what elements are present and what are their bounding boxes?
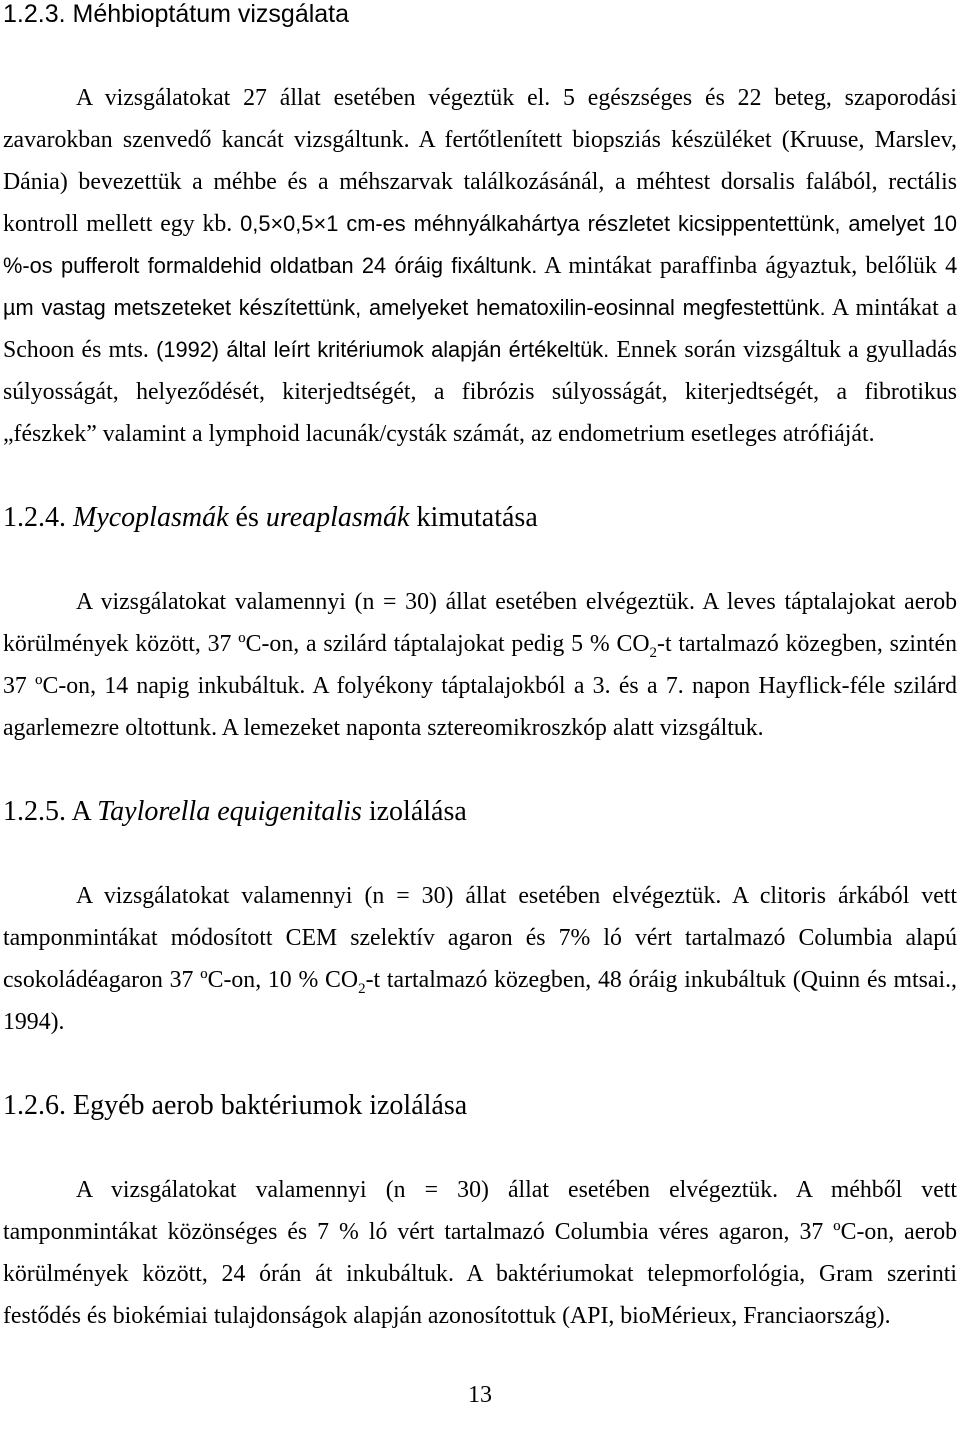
text-line	[3, 623, 957, 665]
text-segment: csokoládéagaron 37 ºC-on, 10 % CO	[3, 967, 359, 993]
text-segment: festődés és biokémiai tulajdonságok alapján azonosítottuk (API, bioMérieux, Franciaország).	[3, 1303, 891, 1329]
text-line	[3, 245, 957, 287]
section-heading	[3, 791, 957, 833]
text-line	[3, 707, 957, 749]
heading-text: 1.2.3. Méhbioptátum vizsgálata	[3, 0, 350, 28]
text-line	[3, 161, 957, 203]
line-text	[3, 337, 957, 363]
text-line	[3, 665, 957, 707]
heading-text: 1.2.4.	[3, 502, 73, 533]
line-text	[3, 673, 957, 699]
line-text	[3, 631, 957, 661]
line-text	[3, 253, 957, 279]
line-text	[3, 169, 957, 195]
text-line	[3, 917, 957, 959]
page-number: 13	[468, 1382, 492, 1408]
text-line	[3, 119, 957, 161]
text-line	[3, 287, 957, 329]
section-heading	[3, 497, 957, 539]
text-segment: A vizsgálatokat valamennyi (n = 30) állat esetében elvégeztük. A clitoris árkából vett	[76, 883, 957, 909]
heading-text: izolálása	[361, 796, 467, 827]
text-line	[3, 875, 957, 917]
line-text	[3, 1009, 64, 1035]
text-line	[3, 581, 957, 623]
line-text	[3, 1303, 891, 1329]
line-text	[3, 295, 957, 321]
line-text	[3, 715, 764, 741]
text-line	[3, 1169, 957, 1211]
paragraph	[3, 875, 957, 1043]
page-body	[3, 0, 957, 1379]
paragraph	[3, 581, 957, 749]
text-segment: -t tartalmazó közegben, 48 óráig inkubáltuk (Quinn és mtsai.,	[365, 967, 957, 993]
text-segment: 1994).	[3, 1009, 65, 1035]
line-text	[76, 589, 957, 615]
text-segment: A mintákat a	[825, 295, 957, 321]
sans-text-segment: %-os pufferolt formaldehid oldatban 24 óráig fixáltunk.	[3, 253, 538, 278]
text-segment: zavarokban szenvedő kancát vizsgáltunk. A fertőtlenített biopsziás készüléket (Kruuse, Marslev,	[3, 127, 957, 153]
heading-italic-term: ureaplasmák	[265, 502, 410, 533]
text-segment: A vizsgálatokat valamennyi (n = 30) állat esetében elvégeztük. A leves táptalajokat aerob	[76, 589, 957, 615]
text-line	[3, 1295, 957, 1337]
subscript: 2	[649, 645, 658, 661]
sans-text-segment: µm vastag metszeteket készítettünk, amelyeket hematoxilin-eosinnal megfestettünk.	[3, 295, 826, 320]
text-segment: A vizsgálatokat valamennyi (n = 30) állat esetében elvégeztük. A méhből vett	[76, 1177, 957, 1203]
line-text	[3, 967, 957, 997]
sans-text-segment: (1992) által leírt kritériumok alapján értékeltük.	[156, 337, 610, 362]
heading-text: kimutatása	[409, 502, 538, 533]
text-segment: „fészkek” valamint a lymphoid lacunák/cysták számát, az endometrium esetleges atrófiáját.	[3, 421, 875, 447]
text-line	[3, 203, 957, 245]
heading-italic-term: Taylorella equigenitalis	[97, 796, 362, 827]
text-segment: -t tartalmazó közegben, szintén	[657, 631, 957, 657]
line-text	[76, 1177, 957, 1203]
text-segment: súlyosságát, helyeződését, kiterjedtségét, a fibrózis súlyosságát, kiterjedtségét, a fibrotikus	[3, 379, 957, 405]
line-text	[3, 925, 957, 951]
text-line	[3, 1253, 957, 1295]
text-segment: Schoon és mts.	[3, 337, 157, 363]
heading-text: 1.2.5. A	[3, 796, 98, 827]
paragraph	[3, 77, 957, 455]
heading-text: és	[228, 502, 266, 533]
text-segment: tamponmintákat közönséges és 7 % ló vért tartalmazó Columbia véres agaron, 37 ºC-on, aerob	[3, 1219, 957, 1245]
text-line	[3, 1211, 957, 1253]
subscript: 2	[358, 981, 366, 997]
line-text	[3, 127, 957, 153]
text-line	[3, 329, 957, 371]
text-segment: 37 ºC-on, 14 napig inkubáltuk. A folyékony táptalajokból a 3. és a 7. napon Hayflick-féle szilárd	[3, 673, 957, 699]
text-line	[3, 371, 957, 413]
text-segment: Ennek során vizsgáltuk a gyulladás	[609, 337, 957, 363]
text-segment: tamponmintákat módosított CEM szelektív agaron és 7% ló vért tartalmazó Columbia alapú	[3, 925, 957, 951]
text-segment: A vizsgálatokat 27 állat esetében végeztük el. 5 egészséges és 22 beteg, szaporodási	[76, 85, 957, 111]
line-text	[76, 883, 957, 909]
line-text	[3, 1261, 957, 1287]
text-segment: agarlemezre oltottunk. A lemezeket naponta sztereomikroszkóp alatt vizsgáltuk.	[3, 715, 764, 741]
line-text	[3, 379, 957, 405]
text-segment: körülmények között, 37 ºC-on, a szilárd táptalajokat pedig 5 % CO	[3, 631, 650, 657]
heading-italic-term: Mycoplasmák	[73, 502, 229, 533]
text-segment: körülmények között, 24 órán át inkubáltuk. A baktériumokat telepmorfológia, Gram szerinti	[3, 1261, 957, 1287]
line-text	[3, 421, 875, 447]
sans-text-segment: 0,5×0,5×1 cm-es méhnyálkahártya részletet kicsippentettünk, amelyet 10	[240, 211, 957, 236]
line-text	[3, 211, 957, 237]
paragraph	[3, 1169, 957, 1337]
line-text	[3, 1219, 957, 1245]
heading-text: 1.2.6. Egyéb aerob baktériumok izolálása	[3, 1090, 468, 1121]
text-segment: A mintákat paraffinba ágyaztuk, belőlük 4	[537, 253, 957, 279]
text-line	[3, 413, 957, 455]
text-line	[3, 1001, 957, 1043]
section-heading	[3, 0, 957, 35]
text-line	[3, 959, 957, 1001]
line-text	[76, 85, 957, 111]
text-line	[3, 77, 957, 119]
text-segment: kontroll mellett egy kb.	[3, 211, 241, 237]
text-segment: Dánia) bevezettük a méhbe és a méhszarvak találkozásánál, a méhtest dorsalis falából, rectális	[3, 169, 957, 195]
section-heading	[3, 1085, 957, 1127]
